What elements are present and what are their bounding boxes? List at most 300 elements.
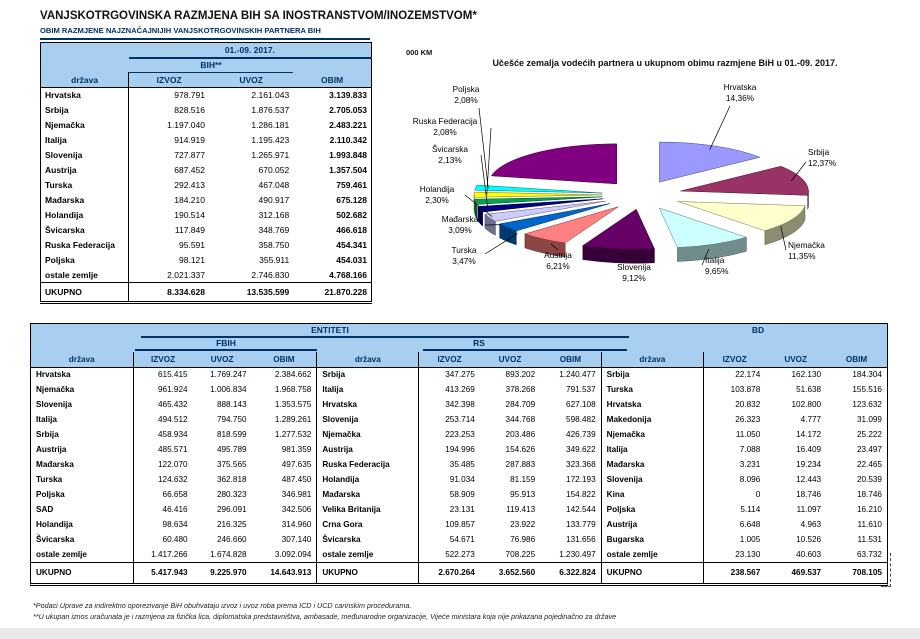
table-row xyxy=(317,532,601,547)
country-cell: Slovenija xyxy=(45,150,83,160)
obim-cell: 2.384.662 xyxy=(274,370,312,380)
izvoz-cell: 117.849 xyxy=(129,223,209,238)
uvoz-cell: 4.777 xyxy=(800,415,822,424)
table-row xyxy=(41,238,372,253)
izvoz-cell: 98.634 xyxy=(133,517,193,532)
table-row xyxy=(41,163,372,178)
table-row xyxy=(317,412,601,427)
total-label: UKUPNO xyxy=(31,562,133,583)
obim-cell: 426.739 xyxy=(566,430,596,439)
bih-header: BIH** xyxy=(129,58,293,73)
col-obim: OBIM xyxy=(293,73,371,88)
uvoz-cell: 16.409 xyxy=(796,445,822,454)
table-row xyxy=(602,472,887,487)
total-izvoz: 2.670.264 xyxy=(419,562,480,583)
total-label: UKUPNO xyxy=(41,283,129,303)
uvoz-cell: 2.161.043 xyxy=(251,90,290,101)
subtitle-rule xyxy=(40,38,370,40)
table-row xyxy=(31,517,316,532)
uvoz-cell: 1.195.423 xyxy=(251,135,290,145)
bd-section-table xyxy=(602,352,887,583)
country-cell: ostale zemlje xyxy=(606,549,658,559)
country-cell: Italija xyxy=(45,135,67,145)
obim-cell: 133.779 xyxy=(566,520,596,529)
col-izvoz: IZVOZ xyxy=(133,352,193,367)
country-cell: Italija xyxy=(606,445,628,454)
obim-cell: 759.461 xyxy=(336,180,367,190)
country-cell: Švicarska xyxy=(36,535,75,544)
country-cell: ostale zemlje xyxy=(36,549,87,559)
obim-cell: 2.483.221 xyxy=(329,120,367,130)
izvoz-cell: 978.791 xyxy=(129,88,209,103)
obim-cell: 454.341 xyxy=(336,240,367,250)
rs-section-table xyxy=(316,352,601,583)
uvoz-cell: 490.917 xyxy=(258,195,290,205)
izvoz-cell: 184.210 xyxy=(129,193,209,208)
uvoz-cell: 40.603 xyxy=(796,549,822,559)
izvoz-cell: 54.671 xyxy=(419,532,480,547)
obim-cell: 346.981 xyxy=(281,490,312,499)
uvoz-cell: 287.883 xyxy=(505,460,536,469)
obim-cell: 454.031 xyxy=(336,255,367,265)
uvoz-cell: 216.325 xyxy=(216,520,247,529)
uvoz-cell: 284.709 xyxy=(505,400,536,409)
obim-cell: 142.544 xyxy=(566,505,596,514)
total-uvoz: 469.537 xyxy=(765,562,826,583)
period-header: 01.-09. 2017. xyxy=(129,43,372,58)
uvoz-cell: 95.913 xyxy=(510,490,536,499)
obim-cell: 131.656 xyxy=(566,535,596,544)
table-row xyxy=(317,382,601,397)
izvoz-cell: 124.632 xyxy=(133,472,193,487)
country-cell: Holandija xyxy=(36,520,73,529)
col-obim: OBIM xyxy=(540,352,601,367)
print-area-dashes xyxy=(881,553,891,587)
izvoz-cell: 615.415 xyxy=(133,367,193,382)
pie-label-Turska: Turska 3,47% xyxy=(451,245,477,266)
izvoz-cell: 961.924 xyxy=(133,382,193,397)
izvoz-cell: 494.512 xyxy=(133,412,193,427)
country-cell: Ruska Federacija xyxy=(45,240,115,250)
table-row xyxy=(602,487,887,502)
izvoz-cell: 1.197.040 xyxy=(129,118,209,133)
obim-cell: 22.465 xyxy=(856,460,882,469)
izvoz-cell: 103.878 xyxy=(704,382,766,397)
izvoz-cell: 190.514 xyxy=(129,208,209,223)
table-row xyxy=(41,193,372,208)
table-row xyxy=(31,532,316,547)
country-cell: Kina xyxy=(606,490,625,499)
country-cell: Njemačka xyxy=(322,430,361,439)
fbih-section-table xyxy=(31,352,316,583)
col-drzava: država xyxy=(602,352,704,367)
table-row xyxy=(317,457,601,472)
fbih-header: FBIH xyxy=(216,338,236,348)
uvoz-cell: 1.769.247 xyxy=(210,370,247,380)
uvoz-cell: 708.225 xyxy=(505,549,536,559)
uvoz-cell: 888.143 xyxy=(216,400,247,409)
uvoz-cell: 296.091 xyxy=(216,505,247,514)
uvoz-cell: 670.052 xyxy=(258,165,290,175)
obim-cell: 2.110.342 xyxy=(329,135,367,145)
country-cell: Crna Gora xyxy=(322,520,363,529)
izvoz-cell: 109.857 xyxy=(419,517,480,532)
obim-cell: 1.993.848 xyxy=(329,150,367,160)
obim-cell: 154.822 xyxy=(566,490,596,499)
izvoz-cell: 0 xyxy=(704,487,766,502)
pie-label-Hrvatska: Hrvatska 14,36% xyxy=(723,82,757,103)
pie-label-Švicarska: Švicarska 2,13% xyxy=(432,144,468,165)
total-uvoz: 3.652.560 xyxy=(480,562,540,583)
country-cell: Holandija xyxy=(322,475,360,484)
table-row xyxy=(31,382,316,397)
table-row xyxy=(31,502,316,517)
uvoz-cell: 378.268 xyxy=(505,385,536,394)
uvoz-cell: 344.768 xyxy=(505,415,536,424)
col-izvoz: IZVOZ xyxy=(704,352,766,367)
total-label: UKUPNO xyxy=(602,562,704,583)
rs-total-row xyxy=(317,562,601,583)
country-cell: Turska xyxy=(606,385,633,394)
obim-cell: 1.240.477 xyxy=(559,370,596,380)
obim-cell: 1.353.575 xyxy=(274,400,312,409)
table-row xyxy=(31,412,316,427)
obim-cell: 675.128 xyxy=(336,195,367,205)
izvoz-cell: 485.571 xyxy=(133,442,193,457)
uvoz-cell: 893.202 xyxy=(505,370,536,380)
col-drzava: država xyxy=(31,352,133,367)
obim-cell: 31.099 xyxy=(856,415,882,424)
izvoz-cell: 20.832 xyxy=(704,397,766,412)
table-row xyxy=(317,517,601,532)
country-cell: Austrija xyxy=(606,520,638,529)
table-row xyxy=(41,223,372,238)
country-cell: Turska xyxy=(36,475,63,484)
col-izvoz: IZVOZ xyxy=(419,352,480,367)
uvoz-cell: 81.159 xyxy=(510,475,536,484)
izvoz-cell: 26.323 xyxy=(704,412,766,427)
obim-cell: 791.537 xyxy=(566,385,596,394)
obim-cell: 63.732 xyxy=(856,549,882,559)
country-cell: Turska xyxy=(45,180,73,190)
obim-cell: 1.230.497 xyxy=(559,549,596,559)
country-cell: Mađarska xyxy=(606,460,645,469)
izvoz-cell: 35.485 xyxy=(419,457,480,472)
izvoz-cell: 914.919 xyxy=(129,133,209,148)
uvoz-cell: 246.660 xyxy=(216,535,247,544)
total-label: UKUPNO xyxy=(317,562,419,583)
pie-leader-line xyxy=(710,106,730,150)
total-izvoz: 5.417.943 xyxy=(133,562,193,583)
country-cell: Austrija xyxy=(45,165,77,175)
table-row xyxy=(317,502,601,517)
table-row xyxy=(602,457,887,472)
country-cell: Mađarska xyxy=(45,195,85,205)
obim-cell: 314.960 xyxy=(281,520,312,529)
table-row xyxy=(41,268,372,283)
uvoz-cell: 818.599 xyxy=(216,430,247,439)
uvoz-cell: 162.130 xyxy=(791,370,822,380)
uvoz-cell: 18.746 xyxy=(796,490,822,499)
pie-label-Mađarska: Mađarska 3,09% xyxy=(441,214,479,235)
uvoz-cell: 794.750 xyxy=(216,415,247,424)
uvoz-cell: 280.323 xyxy=(216,490,247,499)
col-obim: OBIM xyxy=(252,352,317,367)
country-cell: Srbija xyxy=(606,370,630,380)
uvoz-cell: 19.234 xyxy=(796,460,822,469)
uvoz-cell: 1.286.181 xyxy=(251,120,290,130)
obim-cell: 1.277.532 xyxy=(274,430,312,439)
col-uvoz: UVOZ xyxy=(480,352,540,367)
country-cell: Hrvatska xyxy=(45,90,81,101)
total-obim: 708.105 xyxy=(826,562,887,583)
table-row xyxy=(41,103,372,118)
izvoz-cell: 11.050 xyxy=(704,427,766,442)
total-obim: 6.322.824 xyxy=(540,562,601,583)
pie-label-Njemačka: Njemačka 11,35% xyxy=(788,240,825,261)
pie-leader-line xyxy=(487,128,491,195)
table-row xyxy=(31,457,316,472)
izvoz-cell: 98.121 xyxy=(129,253,209,268)
table-row xyxy=(31,472,316,487)
country-cell: ostale zemlje xyxy=(322,549,374,559)
izvoz-cell: 727.877 xyxy=(129,148,209,163)
country-cell: Italija xyxy=(36,415,57,424)
table-row xyxy=(317,397,601,412)
entity-table xyxy=(30,323,888,586)
country-cell: Slovenija xyxy=(36,400,72,409)
obim-cell: 2.705.053 xyxy=(329,105,367,115)
uvoz-cell: 2.746.830 xyxy=(251,269,290,280)
col-uvoz: UVOZ xyxy=(193,352,252,367)
country-cell: Velika Britanija xyxy=(322,505,381,514)
uvoz-cell: 355.911 xyxy=(259,255,290,265)
izvoz-cell: 3.231 xyxy=(704,457,766,472)
obim-cell: 16.210 xyxy=(856,505,882,514)
table-row xyxy=(41,88,372,103)
country-cell: Njemačka xyxy=(45,120,85,130)
bih-trade-table xyxy=(40,42,372,304)
pie-label-Ruska Federacija: Ruska Federacija 2,08% xyxy=(412,116,478,137)
page-subtitle: OBIM RAZMJENE NAJZNAČAJNIJIH VANJSKOTRGOVINSKIH PARTNERA BIH xyxy=(40,26,321,35)
table-row xyxy=(317,487,601,502)
obim-cell: 466.618 xyxy=(336,225,367,235)
uvoz-cell: 348.769 xyxy=(258,225,290,235)
obim-cell: 1.357.504 xyxy=(329,165,367,175)
izvoz-cell: 66.658 xyxy=(133,487,193,502)
uvoz-cell: 14.172 xyxy=(796,430,822,439)
uvoz-cell: 102.800 xyxy=(791,400,822,409)
obim-cell: 25.222 xyxy=(856,430,882,439)
izvoz-cell: 522.273 xyxy=(419,547,480,562)
obim-cell: 1.289.261 xyxy=(274,415,312,424)
obim-cell: 23.497 xyxy=(856,445,882,454)
izvoz-cell: 22.174 xyxy=(704,367,766,382)
izvoz-cell: 223.253 xyxy=(419,427,480,442)
pie-slice-ostale zemlje xyxy=(491,144,616,184)
col-uvoz: UVOZ xyxy=(765,352,826,367)
izvoz-cell: 1.005 xyxy=(704,532,766,547)
footnote-1: *Podaci Uprave za indirektno oporezivanje BiH obuhvataju izvoz i uvoz roba prema ICD i UCD carinskim procedurama. xyxy=(33,601,412,610)
obim-cell: 342.506 xyxy=(281,505,312,514)
bd-header: BD xyxy=(751,325,765,335)
table-row xyxy=(31,487,316,502)
table-row xyxy=(602,502,887,517)
page-title: VANJSKOTRGOVINSKA RAZMJENA BIH SA INOSTRANSTVOM/INOZEMSTVOM* xyxy=(40,10,477,22)
table-row xyxy=(31,397,316,412)
obim-cell: 981.359 xyxy=(281,445,312,454)
uvoz-cell: 1.265.971 xyxy=(251,150,290,160)
country-cell: Poljska xyxy=(45,255,75,265)
izvoz-cell: 7.088 xyxy=(704,442,766,457)
obim-cell: 307.140 xyxy=(281,535,312,544)
izvoz-cell: 828.516 xyxy=(129,103,209,118)
izvoz-cell: 194.996 xyxy=(419,442,480,457)
total-obim: 21.870.228 xyxy=(293,283,371,303)
country-cell: Švicarska xyxy=(45,225,85,235)
uvoz-cell: 467.048 xyxy=(258,180,290,190)
uvoz-cell: 51.638 xyxy=(796,385,822,394)
unit-label: 000 KM xyxy=(406,48,433,57)
table-row xyxy=(317,427,601,442)
obim-cell: 598.482 xyxy=(566,415,596,424)
table-row xyxy=(602,382,887,397)
uvoz-cell: 12.443 xyxy=(796,475,822,484)
izvoz-cell: 60.480 xyxy=(133,532,193,547)
uvoz-cell: 203.486 xyxy=(505,430,536,439)
uvoz-cell: 312.168 xyxy=(258,210,290,220)
obim-cell: 4.768.166 xyxy=(329,269,367,280)
uvoz-cell: 154.626 xyxy=(505,445,536,454)
obim-cell: 487.450 xyxy=(281,475,312,484)
uvoz-cell: 495.789 xyxy=(216,445,247,454)
izvoz-cell: 253.714 xyxy=(419,412,480,427)
pie-slice-Poljska xyxy=(475,185,603,193)
obim-cell: 502.682 xyxy=(336,210,367,220)
country-cell: Poljska xyxy=(606,505,636,514)
uvoz-cell: 23.922 xyxy=(510,520,536,529)
table-row xyxy=(41,253,372,268)
uvoz-cell: 76.986 xyxy=(510,535,536,544)
table-row xyxy=(602,532,887,547)
uvoz-cell: 10.526 xyxy=(796,535,822,544)
footnote-2: **U ukupan iznos uračunata je i razmjena za fizička lica, diplomatska predstavništva, ambasade, međunarodne organizacije, Vijeće ministara koja nije prikazana pojedinačno za države xyxy=(33,612,617,621)
bottom-strip xyxy=(0,628,920,639)
country-cell: Švicarska xyxy=(322,535,361,544)
izvoz-cell: 6.648 xyxy=(704,517,766,532)
izvoz-cell: 342.398 xyxy=(419,397,480,412)
uvoz-cell: 358.750 xyxy=(258,240,290,250)
obim-cell: 20.539 xyxy=(856,475,882,484)
entity-header-strip xyxy=(31,324,887,352)
table-row xyxy=(602,412,887,427)
country-cell: SAD xyxy=(36,505,54,514)
uvoz-cell: 11.097 xyxy=(796,505,822,514)
country-cell: Slovenija xyxy=(606,475,643,484)
pie-label-Italija: Italija 9,65% xyxy=(705,255,729,276)
izvoz-cell: 687.452 xyxy=(129,163,209,178)
uvoz-cell: 1.876.537 xyxy=(251,105,290,115)
table-row xyxy=(41,133,372,148)
country-cell: Njemačka xyxy=(606,430,645,439)
country-cell: Srbija xyxy=(322,370,346,380)
bih-total-row xyxy=(41,283,372,303)
izvoz-cell: 347.275 xyxy=(419,367,480,382)
table-row xyxy=(602,517,887,532)
chart-title: Učešće zemalja vodećih partnera u ukupnom obimu razmjene BiH u 01.-09. 2017. xyxy=(492,58,838,68)
country-cell: Italija xyxy=(322,385,344,394)
table-row xyxy=(317,547,601,562)
izvoz-cell: 458.934 xyxy=(133,427,193,442)
izvoz-cell: 23.131 xyxy=(419,502,480,517)
country-cell: Austrija xyxy=(36,445,67,454)
country-cell: Hrvatska xyxy=(322,400,357,409)
obim-cell: 3.139.833 xyxy=(329,90,367,101)
izvoz-cell: 1.417.266 xyxy=(133,547,193,562)
col-uvoz: UVOZ xyxy=(209,73,293,88)
izvoz-cell: 46.416 xyxy=(133,502,193,517)
country-cell: Hrvatska xyxy=(36,370,71,380)
izvoz-cell: 8.096 xyxy=(704,472,766,487)
izvoz-cell: 23.130 xyxy=(704,547,766,562)
col-drzava: država xyxy=(317,352,419,367)
bd-total-row xyxy=(602,562,887,583)
izvoz-cell: 2.021.337 xyxy=(129,268,209,283)
country-cell: Srbija xyxy=(45,105,69,115)
table-row xyxy=(31,442,316,457)
entiteti-header: ENTITETI xyxy=(311,325,349,335)
total-izvoz: 8.334.628 xyxy=(129,283,209,303)
country-cell: Ruska Federacija xyxy=(322,460,390,469)
pie-chart xyxy=(405,62,917,314)
country-cell: Njemačka xyxy=(36,385,75,394)
country-cell: Bugarska xyxy=(606,535,644,544)
country-cell: Srbija xyxy=(36,430,59,439)
col-izvoz: IZVOZ xyxy=(129,73,209,88)
country-cell: ostale zemlje xyxy=(45,269,98,280)
rs-header: RS xyxy=(473,338,485,348)
fbih-total-row xyxy=(31,562,316,583)
obim-cell: 184.304 xyxy=(852,370,882,380)
table-row xyxy=(317,367,601,382)
obim-cell: 349.622 xyxy=(566,445,596,454)
obim-cell: 11.610 xyxy=(857,520,882,529)
col-drzava: država xyxy=(41,73,129,88)
total-obim: 14.643.913 xyxy=(252,562,317,583)
table-row xyxy=(317,472,601,487)
obim-cell: 1.968.758 xyxy=(274,385,312,394)
table-row xyxy=(31,427,316,442)
country-cell: Slovenija xyxy=(322,415,359,424)
izvoz-cell: 122.070 xyxy=(133,457,193,472)
uvoz-cell: 119.413 xyxy=(506,505,536,514)
pie-label-Austrija: Austrija 6,21% xyxy=(544,250,572,271)
izvoz-cell: 413.269 xyxy=(419,382,480,397)
izvoz-cell: 95.591 xyxy=(129,238,209,253)
table-row xyxy=(602,547,887,562)
country-cell: Hrvatska xyxy=(606,400,642,409)
obim-cell: 172.193 xyxy=(566,475,596,484)
table-row xyxy=(41,148,372,163)
obim-cell: 11.531 xyxy=(857,535,882,544)
country-cell: Austrija xyxy=(322,445,353,454)
pie-label-Srbija: Srbija 12,37% xyxy=(808,147,837,168)
country-cell: Mađarska xyxy=(36,460,74,469)
total-uvoz: 9.225.970 xyxy=(193,562,252,583)
obim-cell: 627.108 xyxy=(566,400,596,409)
izvoz-cell: 292.413 xyxy=(129,178,209,193)
table-row xyxy=(41,118,372,133)
